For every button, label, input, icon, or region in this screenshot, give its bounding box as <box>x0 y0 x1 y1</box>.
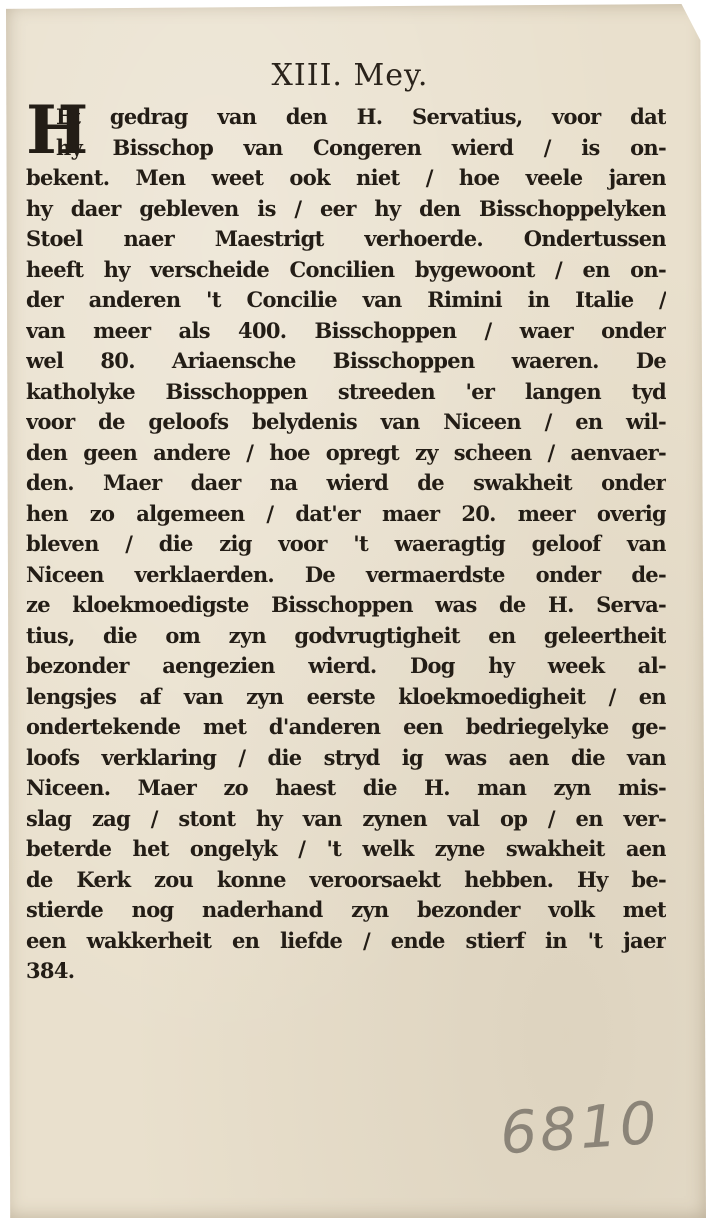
text-line: den geen andere / hoe opregt zy scheen / aenvaer- <box>26 439 666 465</box>
text-line: tius, die om zyn godvrugtigheit en geleertheit <box>26 622 666 648</box>
drop-cap: H <box>26 91 89 169</box>
text-line: hen zo algemeen / dat'er maer 20. meer overig <box>26 500 666 526</box>
text-line: der anderen 't Concilie van Rimini in Italie / <box>26 287 666 312</box>
text-line: Et gedrag van den H. Servatius, voor dat <box>56 104 666 129</box>
body-text <box>26 102 666 987</box>
text-line: stierde nog naderhand zyn bezonder volk met <box>26 897 666 922</box>
text-line: bezonder aengezien wierd. Dog hy week al- <box>26 653 666 678</box>
text-line: katholyke Bisschoppen streeden 'er langen tyd <box>26 378 666 404</box>
text-line: wel 80. Ariaensche Bisschoppen waeren. De <box>26 348 666 373</box>
text-line: voor de geloofs belydenis van Niceen / en wil- <box>26 409 666 434</box>
text-line: bekent. Men weet ook niet / hoe veele jaren <box>26 165 666 190</box>
text-line: heeft hy verscheide Concilien bygewoont / en on- <box>26 256 666 282</box>
text-line: een wakkerheit en liefde / ende stierf in 't jaer <box>26 927 666 953</box>
text-line: ze kloekmoedigste Bisschoppen was de H. Serva- <box>26 592 666 617</box>
text-line: de Kerk zou konne veroorsaekt hebben. Hy be- <box>26 866 666 892</box>
text-line: van meer als 400. Bisschoppen / waer onder <box>26 317 666 343</box>
text-line: Stoel naer Maestrigt verhoerde. Ondertussen <box>26 226 666 251</box>
text-line: Niceen verklaerden. De vermaerdste onder de- <box>26 561 666 587</box>
text-line: bleven / die zig voor 't waeragtig geloof van <box>26 531 666 556</box>
text-line: loofs verklaring / die stryd ig was aen die van <box>26 744 666 770</box>
text-line: hy Bisschop van Congeren wierd / is on- <box>56 134 666 160</box>
text-line: slag zag / stont hy van zynen val op / en ver- <box>26 805 666 831</box>
text-line: 384. <box>26 958 75 983</box>
handwritten-number: 6810 <box>497 1088 662 1168</box>
text-line: Niceen. Maer zo haest die H. man zyn mis- <box>26 775 666 800</box>
text-line: ondertekende met d'anderen een bedriegelyke ge- <box>26 714 666 739</box>
text-line: hy daer gebleven is / eer hy den Bisschoppelyken <box>26 195 666 221</box>
text-line: den. Maer daer na wierd de swakheit onder <box>26 470 666 495</box>
text-line: beterde het ongelyk / 't welk zyne swakheit aen <box>26 836 666 861</box>
text-line: lengsjes af van zyn eerste kloekmoedigheit / en <box>26 683 666 709</box>
page-heading: XIII. Mey. <box>271 58 429 93</box>
